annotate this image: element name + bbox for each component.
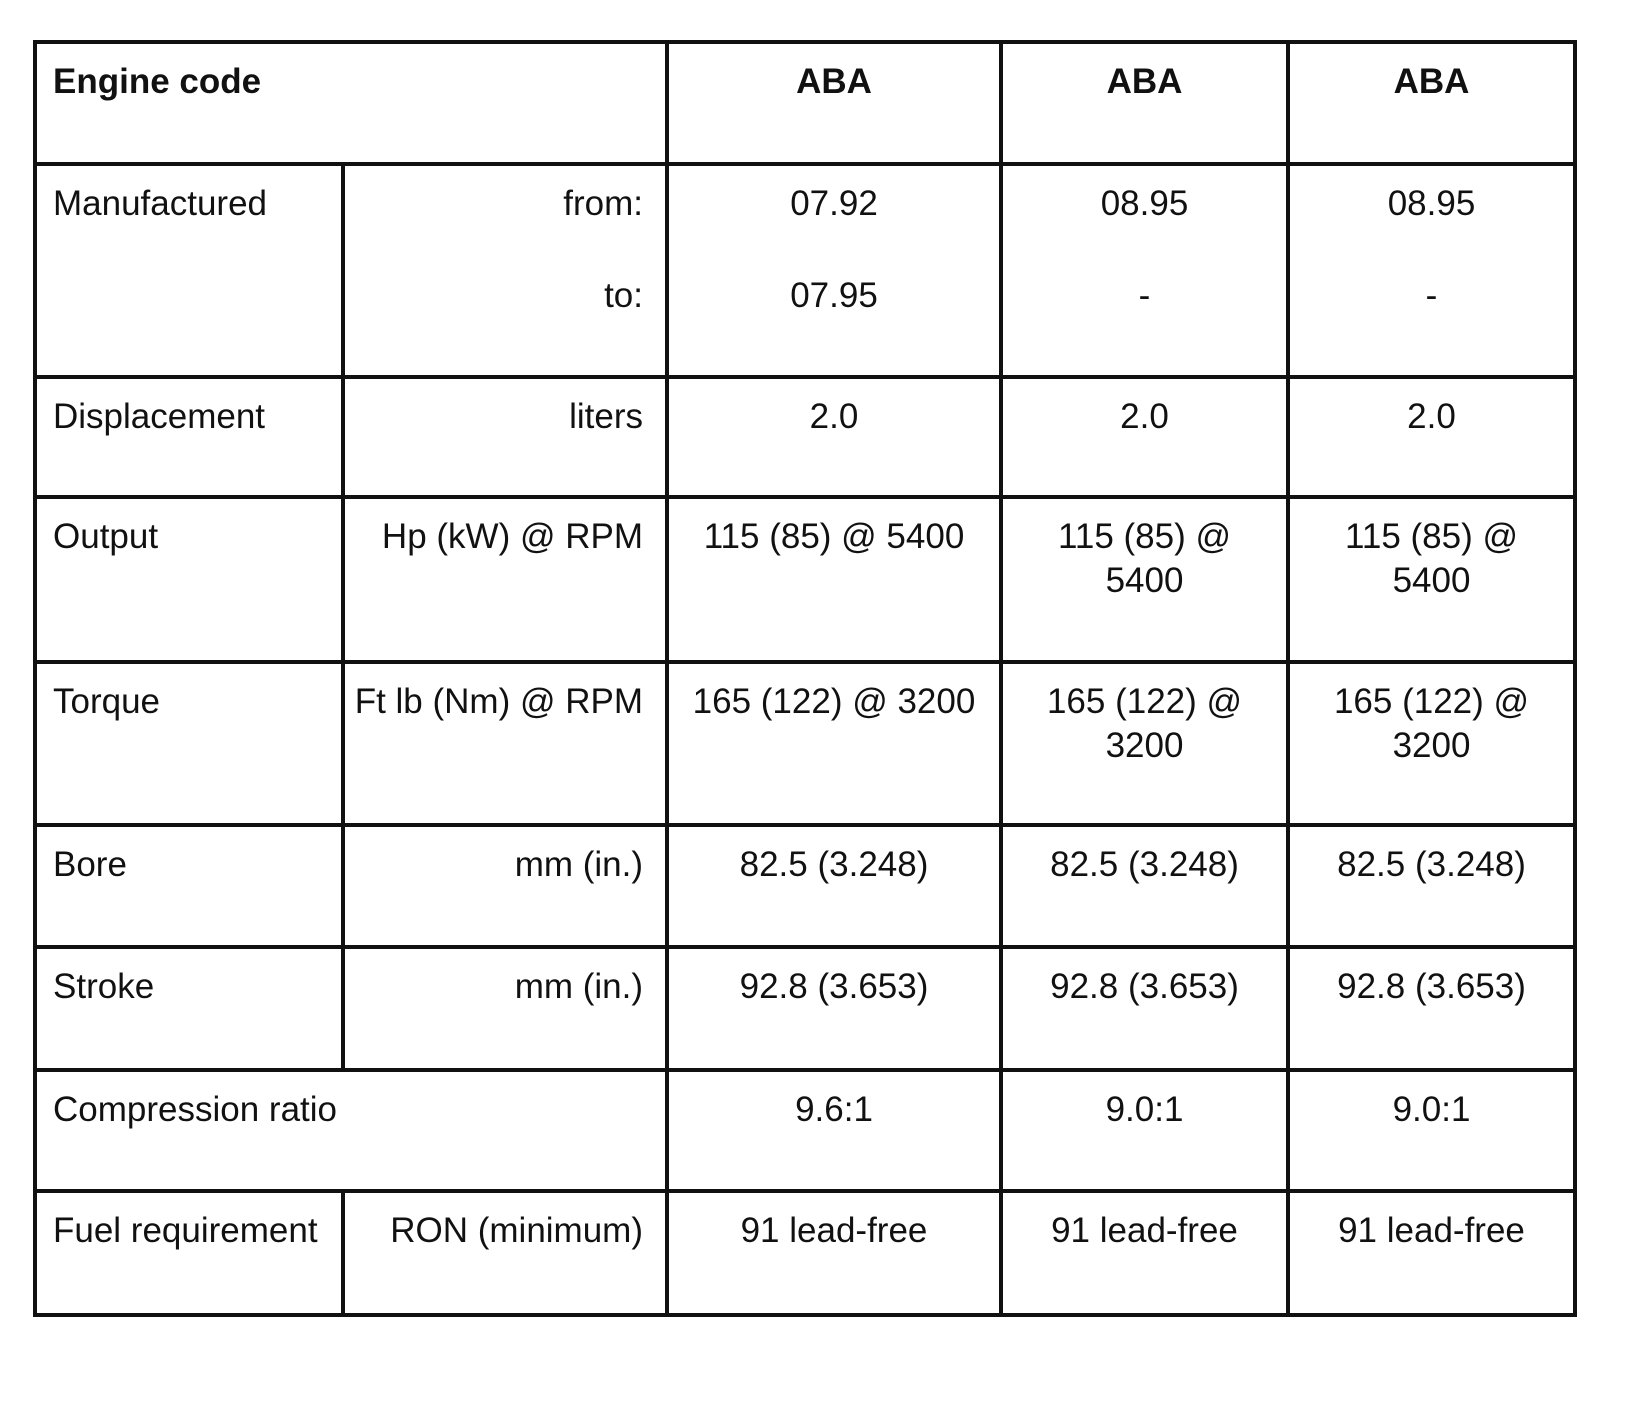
compression-value-3: 9.0:1 xyxy=(1288,1070,1575,1191)
stroke-value-2: 92.8 (3.653) xyxy=(1001,947,1288,1070)
stroke-value-1: 92.8 (3.653) xyxy=(667,947,1001,1070)
manufactured-unit xyxy=(343,164,667,377)
stroke-label: Stroke xyxy=(35,947,343,1070)
engine-code-row xyxy=(35,42,1575,164)
from-value-2: 08.95 xyxy=(1100,184,1189,223)
manufactured-label: Manufactured xyxy=(35,164,343,377)
to-value-2: - xyxy=(1138,276,1151,315)
output-value-1-line: 115 (85) @ 5400 xyxy=(703,517,965,556)
fuel-label: Fuel requirement xyxy=(35,1191,343,1315)
stroke-row xyxy=(35,947,1575,1070)
output-value-2 xyxy=(1001,497,1288,662)
displacement-row xyxy=(35,377,1575,497)
compression-value-1: 9.6:1 xyxy=(667,1070,1001,1191)
fuel-unit: RON (minimum) xyxy=(343,1191,667,1315)
compression-label: Compression ratio xyxy=(35,1070,667,1191)
torque-value-3-line-1: 165 (122) @ xyxy=(1333,682,1530,721)
engine-code-3: ABA xyxy=(1288,42,1575,164)
stroke-unit: mm (in.) xyxy=(343,947,667,1070)
torque-value-3-line-2: 3200 xyxy=(1392,726,1471,765)
stroke-value-3: 92.8 (3.653) xyxy=(1288,947,1575,1070)
displacement-unit: liters xyxy=(343,377,667,497)
bore-value-1: 82.5 (3.248) xyxy=(667,825,1001,947)
from-value-1: 07.92 xyxy=(790,184,878,223)
output-value-3-line-1: 115 (85) @ xyxy=(1344,517,1519,556)
engine-spec-table xyxy=(33,40,1577,1317)
torque-value-1-line: 165 (122) @ 3200 xyxy=(692,682,976,721)
output-label: Output xyxy=(35,497,343,662)
bore-row xyxy=(35,825,1575,947)
output-value-2-line-2: 5400 xyxy=(1105,561,1184,600)
output-value-2-line-1: 115 (85) @ xyxy=(1057,517,1232,556)
torque-value-2-line-1: 165 (122) @ xyxy=(1046,682,1243,721)
output-value-3-line-2: 5400 xyxy=(1392,561,1471,600)
manufactured-row xyxy=(35,164,1575,377)
manufactured-value-2 xyxy=(1001,164,1288,377)
compression-row xyxy=(35,1070,1575,1191)
torque-value-2-line-2: 3200 xyxy=(1105,726,1184,765)
manufactured-value-3 xyxy=(1288,164,1575,377)
to-value-3: - xyxy=(1425,276,1438,315)
to-label: to: xyxy=(604,276,643,315)
displacement-label: Displacement xyxy=(35,377,343,497)
torque-value-1 xyxy=(667,662,1001,825)
bore-value-2: 82.5 (3.248) xyxy=(1001,825,1288,947)
manufactured-value-1 xyxy=(667,164,1001,377)
output-row xyxy=(35,497,1575,662)
torque-label: Torque xyxy=(35,662,343,825)
output-unit: Hp (kW) @ RPM xyxy=(343,497,667,662)
from-value-3: 08.95 xyxy=(1387,184,1476,223)
to-value-1: 07.95 xyxy=(790,276,878,315)
from-label: from: xyxy=(563,184,643,223)
torque-row xyxy=(35,662,1575,825)
displacement-value-1: 2.0 xyxy=(667,377,1001,497)
fuel-value-3: 91 lead-free xyxy=(1288,1191,1575,1315)
output-value-3 xyxy=(1288,497,1575,662)
torque-value-2 xyxy=(1001,662,1288,825)
compression-value-2: 9.0:1 xyxy=(1001,1070,1288,1191)
torque-value-3 xyxy=(1288,662,1575,825)
engine-code-2: ABA xyxy=(1001,42,1288,164)
displacement-value-3: 2.0 xyxy=(1288,377,1575,497)
displacement-value-2: 2.0 xyxy=(1001,377,1288,497)
bore-unit: mm (in.) xyxy=(343,825,667,947)
torque-unit: Ft lb (Nm) @ RPM xyxy=(343,662,667,825)
bore-label: Bore xyxy=(35,825,343,947)
fuel-value-1: 91 lead-free xyxy=(667,1191,1001,1315)
fuel-value-2: 91 lead-free xyxy=(1001,1191,1288,1315)
fuel-row xyxy=(35,1191,1575,1315)
engine-code-1: ABA xyxy=(667,42,1001,164)
engine-code-label: Engine code xyxy=(35,42,667,164)
bore-value-3: 82.5 (3.248) xyxy=(1288,825,1575,947)
output-value-1 xyxy=(667,497,1001,662)
